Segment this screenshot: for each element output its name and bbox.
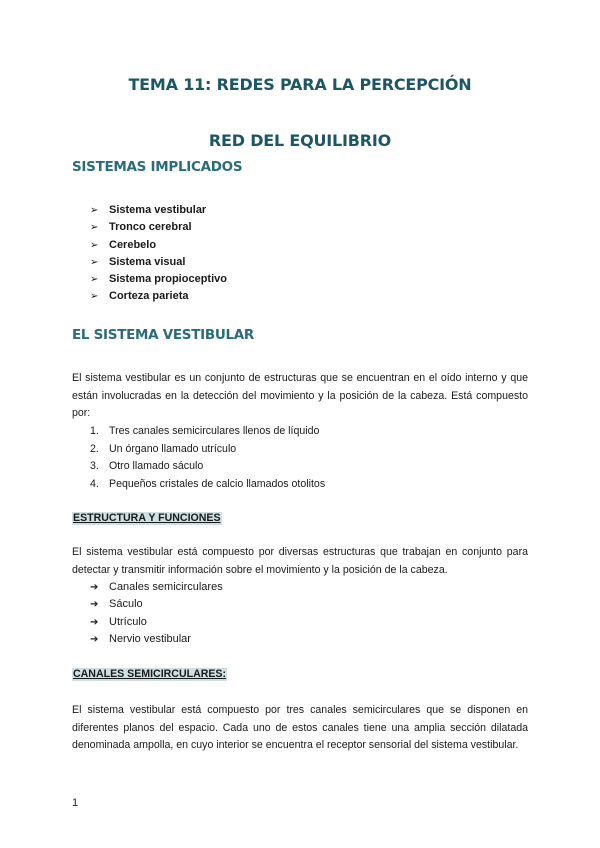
- list-item: ➢ Sistema visual: [90, 254, 227, 271]
- canales-paragraph: El sistema vestibular está compuesto por tres canales semicirculares que se disponen en diferentes planos del espacio. Cada uno de estos canales tiene una amplia sección dilatada denominada ampolla, en cuyo interior se encuentra el receptor sensorial del sistema vestibular.: [72, 704, 528, 751]
- heading-sistemas-implicados: SISTEMAS IMPLICADOS: [72, 159, 243, 175]
- arrow-bullet-icon: ➔: [90, 633, 99, 645]
- arrowhead-bullet-icon: ➢: [90, 222, 99, 234]
- list-item: ➢ Sistema vestibular: [90, 202, 227, 219]
- heading-estructura-funciones: ESTRUCTURA Y FUNCIONES: [73, 512, 221, 524]
- arrow-bullet-icon: ➔: [90, 616, 99, 628]
- page-number: 1: [72, 797, 79, 809]
- list-item: 3. Otro llamado sáculo: [90, 460, 204, 473]
- document-title: TEMA 11: REDES PARA LA PERCEPCIÓN: [128, 75, 472, 94]
- heading-sistema-vestibular: EL SISTEMA VESTIBULAR: [72, 327, 255, 343]
- list-item: ➢ Cerebelo: [90, 237, 227, 254]
- list-item: ➔ Utrículo: [90, 614, 223, 631]
- sistemas-list: [90, 202, 227, 306]
- list-item: ➔ Nervio vestibular: [90, 631, 223, 648]
- arrowhead-bullet-icon: ➢: [90, 256, 99, 268]
- list-item: ➢ Tronco cerebral: [90, 219, 227, 236]
- arrowhead-bullet-icon: ➢: [90, 205, 99, 216]
- list-item: ➢ Sistema propioceptivo: [90, 271, 227, 288]
- estructura-list: [90, 579, 223, 648]
- arrow-bullet-icon: ➔: [90, 582, 99, 593]
- vestibular-components-list: [90, 423, 325, 493]
- list-item: ➔ Sáculo: [90, 596, 223, 613]
- document-subtitle: RED DEL EQUILIBRIO: [208, 131, 392, 150]
- list-item: 2. Un órgano llamado utrículo: [90, 442, 237, 455]
- heading-canales-semicirculares: CANALES SEMICIRCULARES:: [73, 668, 227, 680]
- estructura-paragraph: El sistema vestibular está compuesto por diversas estructuras que trabajan en conjunto para detectar y transmitir información sobre el movimiento y la posición de la cabeza.: [72, 546, 528, 576]
- list-item: 4. Pequeños cristales de calcio llamados otolitos: [90, 477, 326, 490]
- vestibular-intro-paragraph: El sistema vestibular es un conjunto de estructuras que se encuentran en el oído interno y que están involucradas en la detección del movimiento y la posición de la cabeza. Está compuesto por:: [72, 372, 528, 419]
- list-item: ➔ Canales semicirculares: [90, 579, 223, 596]
- arrowhead-bullet-icon: ➢: [90, 239, 99, 251]
- list-item: ➢ Corteza parieta: [90, 288, 227, 305]
- list-item: 1. Tres canales semicirculares llenos de líquido: [90, 425, 320, 437]
- arrowhead-bullet-icon: ➢: [90, 291, 99, 303]
- arrowhead-bullet-icon: ➢: [90, 274, 99, 286]
- arrow-bullet-icon: ➔: [90, 599, 99, 611]
